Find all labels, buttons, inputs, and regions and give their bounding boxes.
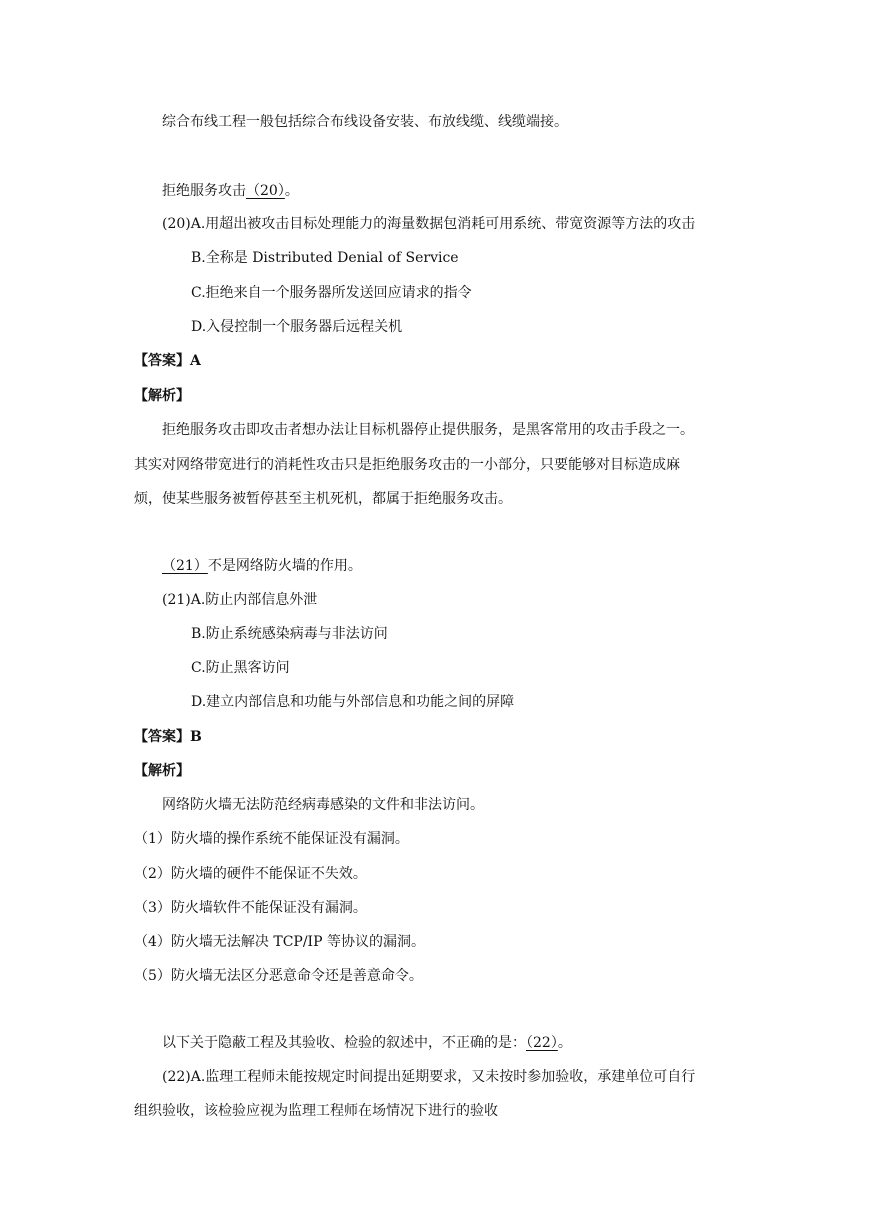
question-20-analysis-label: 【解析】 [134,388,190,404]
answer-label: 【答案】 [134,729,190,745]
question-20-stem-text: 拒绝服务攻击 [162,183,246,199]
question-22-stem-end: 。 [557,1035,572,1051]
question-20-blank: （20） [246,183,285,199]
question-21-analysis-line-3: （2）防火墙的硬件不能保证不失效。 [134,866,367,882]
question-22-stem [162,1033,572,1053]
question-20-stem [162,181,299,201]
question-20-analysis-line-1: 拒绝服务攻击即攻击者想办法让目标机器停止提供服务，是黑客常用的攻击手段之一。 [162,422,694,438]
question-22-stem-text: 以下关于隐蔽工程及其验收、检验的叙述中，不正确的是： [162,1035,526,1051]
question-21-analysis-line-5: （4）防火墙无法解决 TCP/IP 等协议的漏洞。 [134,934,425,950]
question-21-answer [134,727,202,747]
answer-value: B [190,729,202,745]
question-22-option-a-line-1: (22)A.监理工程师未能按规定时间提出延期要求，又未按时参加验收，承建单位可自行 [162,1069,696,1085]
question-20-analysis-line-3: 烦，使某些服务被暂停甚至主机死机，都属于拒绝服务攻击。 [134,491,512,507]
question-22-option-a-line-2: 组织验收，该检验应视为监理工程师在场情况下进行的验收 [134,1103,498,1119]
question-21-blank: （21） [162,558,208,574]
question-21-analysis-line-6: （5）防火墙无法区分恶意命令还是善意命令。 [134,968,423,984]
question-21-stem-text: 不是网络防火墙的作用。 [207,558,362,574]
question-21-option-a: (21)A.防止内部信息外泄 [162,592,318,608]
question-21-option-d: D.建立内部信息和功能与外部信息和功能之间的屏障 [191,694,515,710]
question-22-blank: （22） [526,1035,558,1051]
question-20-option-d: D.入侵控制一个服务器后远程关机 [191,319,403,335]
question-21-analysis-line-2: （1）防火墙的操作系统不能保证没有漏洞。 [134,831,409,847]
question-21-stem [162,556,362,576]
question-20-analysis-line-2: 其实对网络带宽进行的消耗性攻击只是拒绝服务攻击的一小部分，只要能够对目标造成麻 [134,457,680,473]
question-20-stem-end: 。 [284,183,299,199]
question-21-option-b: B.防止系统感染病毒与非法访问 [191,626,388,642]
question-20-option-c: C.拒绝来自一个服务器所发送回应请求的指令 [191,285,472,301]
question-21-analysis-line-4: （3）防火墙软件不能保证没有漏洞。 [134,900,367,916]
question-21-analysis-line-1: 网络防火墙无法防范经病毒感染的文件和非法访问。 [162,797,484,813]
answer-label: 【答案】 [134,353,190,369]
question-21-option-c: C.防止黑客访问 [191,660,290,676]
question-20-answer [134,351,201,371]
question-21-analysis-label: 【解析】 [134,763,190,779]
answer-value: A [190,353,201,369]
question-20-option-a: (20)A.用超出被攻击目标处理能力的海量数据包消耗可用系统、带宽资源等方法的攻击 [162,216,696,232]
intro-paragraph: 综合布线工程一般包括综合布线设备安装、布放线缆、线缆端接。 [162,114,568,130]
question-20-option-b: B.全称是 Distributed Denial of Service [191,250,459,266]
